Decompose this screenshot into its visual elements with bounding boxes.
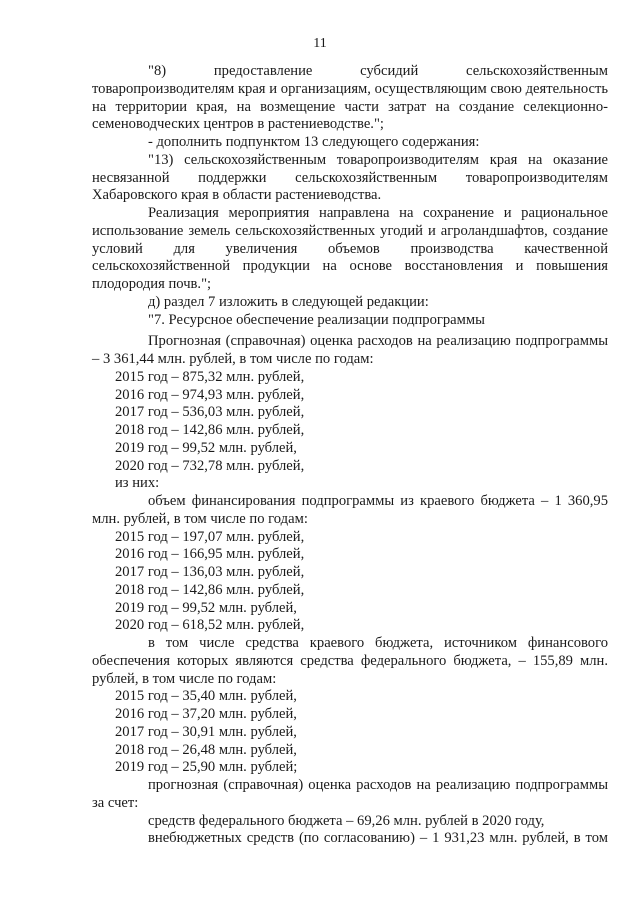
list-item: 2017 год – 30,91 млн. рублей, [115, 723, 297, 740]
list-item: 2018 год – 26,48 млн. рублей, [115, 741, 297, 758]
list-item: 2019 год – 25,90 млн. рублей; [115, 759, 298, 776]
paragraph-measure-purpose: Реализация мероприятия направлена на сохранение и рациональное использование земель сельскохозяйственных угодий и агроландшафтов, создание условий для увеличения объемов производства качественной сельскохозяйственной продукции на основе восстановления и повышения плодородия почв."; [92, 205, 608, 292]
list-item: 2016 год – 974,93 млн. рублей, [115, 386, 305, 403]
paragraph-forecast-account: прогнозная (справочная) оценка расходов на реализацию подпрограммы за счет: [92, 777, 608, 811]
paragraph-regional-budget: объем финансирования подпрограммы из краевого бюджета – 1 360,95 млн. рублей, в том числе по годам: [92, 493, 608, 527]
paragraph-subsidy-13: "13) сельскохозяйственным товаропроизводителям края на оказание несвязанной поддержки сельскохозяйственным товаропроизводителям Хабаровского края в области растениеводства. [92, 151, 608, 204]
paragraph-forecast-total: Прогнозная (справочная) оценка расходов на реализацию подпрограммы – 3 361,44 млн. рублей, в том числе по годам: [92, 333, 608, 367]
paragraph-section-7-instruction: д) раздел 7 изложить в следующей редакции: [148, 293, 429, 310]
paragraph-subsidy-8: "8) предоставление субсидий сельскохозяйственным товаропроизводителям края и организациям, осуществляющим свою деятельность на территории края, на возмещение части затрат на создание селекционно-семеноводческих центров в растениеводстве."; [92, 63, 608, 133]
paragraph-federal-source: в том числе средства краевого бюджета, источником финансового обеспечения которых являются средства федерального бюджета, – 155,89 млн. рублей, в том числе по годам: [92, 635, 608, 687]
list-item: 2020 год – 618,52 млн. рублей, [115, 617, 305, 634]
list-item: 2017 год – 536,03 млн. рублей, [115, 404, 305, 421]
page-number: 11 [313, 36, 327, 51]
list-item: 2015 год – 35,40 млн. рублей, [115, 688, 297, 705]
paragraph-add-subclause-13: - дополнить подпунктом 13 следующего содержания: [148, 134, 480, 150]
list-item: 2016 год – 166,95 млн. рублей, [115, 546, 305, 563]
document-body [92, 63, 608, 848]
of-them-label: из них: [115, 475, 160, 492]
list-item: 2018 год – 142,86 млн. рублей, [115, 581, 305, 598]
paragraph-federal-funds: средств федерального бюджета – 69,26 млн. рублей в 2020 году, [148, 812, 545, 829]
list-item: 2015 год – 197,07 млн. рублей, [115, 528, 305, 545]
total-by-year-list [92, 369, 608, 476]
section-heading-7: "7. Ресурсное обеспечение реализации подпрограммы [148, 311, 485, 328]
list-item: 2017 год – 136,03 млн. рублей, [115, 564, 305, 580]
regional-by-year-list [92, 529, 608, 636]
list-item: 2016 год – 37,20 млн. рублей, [115, 706, 297, 722]
list-item: 2019 год – 99,52 млн. рублей, [115, 439, 297, 456]
list-item: 2019 год – 99,52 млн. рублей, [115, 599, 297, 616]
list-item: 2015 год – 875,32 млн. рублей, [115, 368, 305, 385]
list-item: 2020 год – 732,78 млн. рублей, [115, 457, 305, 474]
federal-source-by-year-list [92, 688, 608, 777]
list-item: 2018 год – 142,86 млн. рублей, [115, 422, 305, 438]
paragraph-extrabudgetary-funds: внебюджетных средств (по согласованию) – 1 931,23 млн. рублей, в том [148, 830, 608, 847]
